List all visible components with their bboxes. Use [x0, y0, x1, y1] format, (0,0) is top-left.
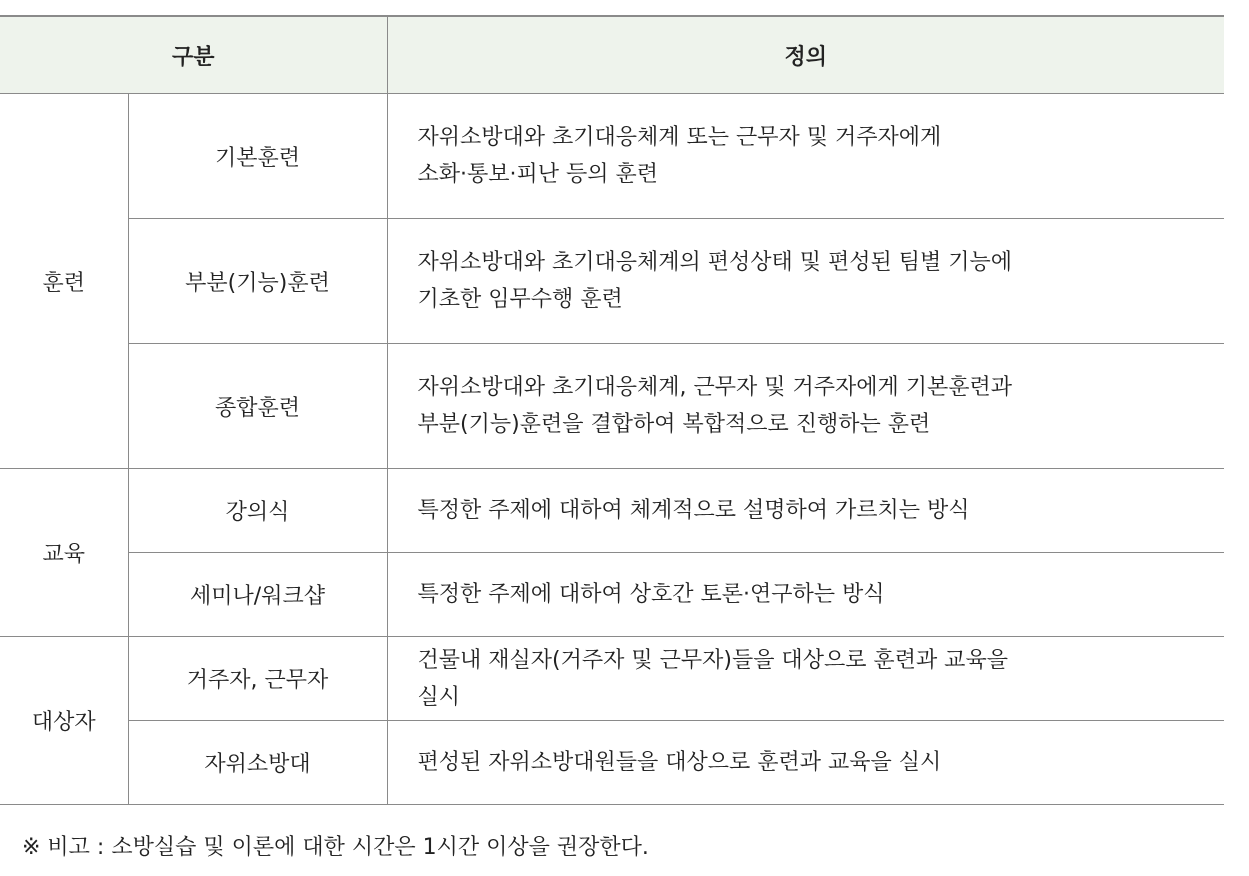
definition-line: 실시 [417, 684, 461, 710]
definition-line: 자위소방대와 초기대응체계, 근무자 및 거주자에게 기본훈련과 [417, 375, 1013, 400]
row-type: 강의식 [128, 469, 387, 553]
group-name: 훈련 [0, 94, 128, 469]
table-row [0, 344, 1224, 469]
row-type: 세미나/워크샵 [128, 553, 387, 637]
row-definition [387, 94, 1224, 219]
row-type: 거주자, 근무자 [128, 637, 387, 721]
definition-line: 소화·통보·피난 등의 훈련 [417, 162, 659, 187]
definition-line: 편성된 자위소방대원들을 대상으로 훈련과 교육을 실시 [417, 750, 942, 775]
header-row [0, 16, 1224, 94]
definition-line: 자위소방대와 초기대응체계의 편성상태 및 편성된 팀별 기능에 [417, 250, 1013, 275]
table-header [0, 16, 1224, 94]
row-definition [387, 344, 1224, 469]
definition-line: 자위소방대와 초기대응체계 또는 근무자 및 거주자에게 [417, 125, 942, 150]
header-category: 구분 [0, 16, 387, 94]
table-row [0, 219, 1224, 344]
row-type: 자위소방대 [128, 721, 387, 805]
row-definition [387, 637, 1224, 721]
definition-line: 특정한 주제에 대하여 체계적으로 설명하여 가르치는 방식 [417, 498, 970, 523]
definition-line: 기초한 임무수행 훈련 [417, 287, 623, 312]
training-definition-table [0, 15, 1224, 805]
table-row [0, 469, 1224, 553]
definition-line: 부분(기능)훈련을 결합하여 복합적으로 진행하는 훈련 [417, 412, 931, 437]
row-definition [387, 469, 1224, 553]
footnote: ※ 비고 : 소방실습 및 이론에 대한 시간은 1시간 이상을 권장한다. [22, 835, 649, 860]
table-row [0, 94, 1224, 219]
row-type: 부분(기능)훈련 [128, 219, 387, 344]
group-name: 교육 [0, 469, 128, 637]
group-name: 대상자 [0, 637, 128, 805]
table-body [0, 94, 1224, 805]
definition-line: 건물내 재실자(거주자 및 근무자)들을 대상으로 훈련과 교육을 [417, 647, 1008, 673]
row-definition [387, 219, 1224, 344]
table-row [0, 553, 1224, 637]
row-type: 기본훈련 [128, 94, 387, 219]
row-type: 종합훈련 [128, 344, 387, 469]
table-row [0, 721, 1224, 805]
row-definition [387, 553, 1224, 637]
definition-line: 특정한 주제에 대하여 상호간 토론·연구하는 방식 [417, 582, 885, 607]
row-definition [387, 721, 1224, 805]
table-row [0, 637, 1224, 721]
header-definition: 정의 [387, 16, 1224, 94]
